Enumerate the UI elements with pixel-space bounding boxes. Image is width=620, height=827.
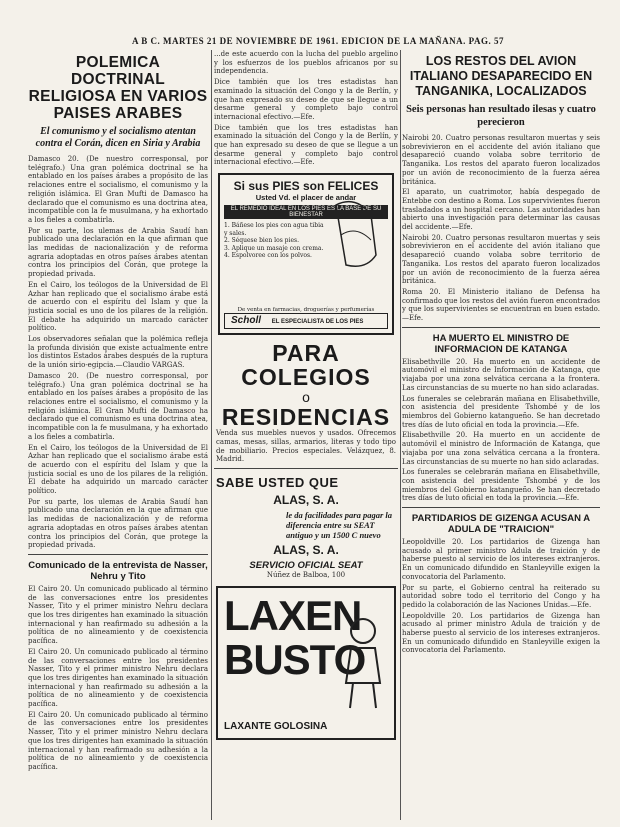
article-paragraph: Nairobi 20. Cuatro personas resultaron muertas y seis sobrevivieron en el accidente del avión italiano que desapareció cuando volaba sobre territorio de Tanganika. Los restos del aparato fueron localizados por un avión de reconocimiento de la fuerza aérea británica. [402, 233, 600, 286]
article-paragraph: En el Cairo, los teólogos de la Universidad de El Azhar han replicado que el socialismo árabe está de acuerdo con el espíritu del Islam y que la justicia social es uno de los pilares de la religión. El debate ha adquirido un marcado carácter político. [28, 280, 208, 333]
column-middle [214, 50, 398, 820]
divider [402, 507, 600, 508]
article-paragraph: Damasco 20. (De nuestro corresponsal, por telégrafo.) Una gran polémica doctrinal se ha entablado en los países árabes a propósito de las relaciones entre el socialismo, el comunismo y la religión islámica. El Gran Mufti de Damasco ha declarado que el comunismo es una doctrina atea, incompatible con la fe musulmana, y ha exhortado a los fieles a combatirla. [28, 155, 208, 224]
ad-colegios-text: Venda sus muebles nuevos y usados. Ofrecemos camas, mesas, sillas, armarios, literas y todo tipo de mobiliario. Precios especiales. Velázquez, 8. Madrid. [216, 429, 396, 464]
article-paragraph: Los funerales se celebrarán mañana en Elisabethville, con asistencia del presidente Tshombé y de los miembros del Gobierno katangueño. Se han decretado tres días de luto oficial en toda la provincia.—Efe. [402, 394, 600, 429]
article-paragraph: Los observadores señalan que la polémica refleja la profunda división que existe actualmente entre los distintos Estados árabes después de la ruptura de la unión sirio-egipcia.—Claudio VARGAS. [28, 335, 208, 370]
article-paragraph: Por su parte, el Gobierno central ha reiterado su autoridad sobre todo el territorio del Congo y ha pedido la colaboración de las Naciones Unidas.—Efe. [402, 583, 600, 609]
ad-laxen-line1: LAXEN [224, 591, 362, 639]
article-paragraph: Por su parte, los ulemas de Arabia Saudí han publicado una declaración en la que afirman que las medidas de nacionalización y de reforma agraria adoptadas en otros países árabes atentan contra los principios del Corán, que protege la propiedad privada. [28, 497, 208, 550]
ad-seat-company2: ALAS, S. A. [273, 542, 339, 557]
ad-pies-brand [224, 313, 388, 329]
article-paragraph: Elisabethville 20. Ha muerto en un accidente de automóvil el ministro de Información de Katanga, que viajaba por una zona selvática cercana a la frontera. Las circunstancias de su muerte no han sido aclaradas. [402, 357, 600, 392]
article-paragraph: Dice también que los tres estadistas han examinado la situación del Congo y la de Berlín, y que han expresado su deseo de que se llegue a un desarme general y completo bajo control internacional efectivo.—Efe. [214, 123, 398, 167]
child-figure-icon [338, 613, 388, 713]
headline-katanga: HA MUERTO EL MINISTRO DE INFORMACION DE KATANGA [432, 332, 570, 355]
ad-colegios-line1: PARA COLEGIOS [241, 340, 371, 391]
ad-colegios [216, 341, 396, 464]
ad-seat-offer: le da facilidades para pagar la diferencia entre su SEAT antiguo y un 1500 C nuevo [286, 509, 393, 540]
column-rule [211, 50, 212, 820]
subhead-polemica: El comunismo y el socialismo atentan contra el Corán, dicen en Siria y Arabia [35, 126, 201, 149]
article-paragraph: Por su parte, los ulemas de Arabia Saudí han publicado una declaración en la que afirman que las medidas de nacionalización y de reforma agraria adoptadas en otros países árabes atentan contra los principios del Corán, que protege la propiedad privada. [28, 226, 208, 279]
divider [214, 468, 398, 469]
article-paragraph: Dice también que los tres estadistas han examinado la situación del Congo y la de Berlín, y que han expresado su deseo de que se llegue a un desarme general y completo bajo control internacional efectivo.—Efe. [214, 78, 398, 121]
ad-pies-step: 2. Séquese bien los pies. [224, 237, 299, 245]
article-paragraph-roma: Roma 20. El Ministerio italiano de Defensa ha confirmado que los restos del avión fueron encontrados y que los supervivientes se encuentran en buen estado.—Efe. [402, 287, 600, 323]
article-paragraph: ...de este acuerdo con la lucha del pueblo argelino y los esfuerzos de los pueblos africanos por su independencia. [214, 50, 398, 76]
column-rule [400, 50, 401, 820]
ad-pies-title: Si sus PIES son FELICES [233, 179, 379, 194]
column-left [28, 50, 208, 820]
article-paragraph: El Cairo 20. Un comunicado publicado al término de las conversaciones entre los presidentes Nasser, Tito y el primer ministro Nehru declara que los tres dirigentes han examinado la situación internacional y han reafirmado su adhesión a la política de no alineamiento y de coexistencia pacífica. [28, 584, 208, 646]
article-paragraph: Elisabethville 20. Ha muerto en un accidente de automóvil el ministro de Información de Katanga, que viajaba por una zona selvática cercana a la frontera. Las circunstancias de su muerte no han sido aclaradas. [402, 431, 600, 466]
article-paragraph: Los funerales se celebrarán mañana en Elisabethville, con asistencia del presidente Tshombé y de los miembros del Gobierno katangueño. Se han decretado tres días de luto oficial en toda la provincia.—Efe. [402, 468, 600, 503]
ad-pies-brand-name: Scholl [231, 315, 262, 327]
ad-pies-steps [224, 222, 324, 260]
article-paragraph: El Cairo 20. Un comunicado publicado al término de las conversaciones entre los presidentes Nasser, Tito y el primer ministro Nehru declara que los tres dirigentes han examinado la situación internacional y han reafirmado su adhesión a la política de no alineamiento y de coexistencia pacífica. [28, 710, 208, 771]
ad-pies-step: 3. Aplique un masaje con crema. [224, 244, 324, 252]
foot-illustration-icon [326, 195, 386, 275]
ad-seat-company: ALAS, S. A. [273, 492, 339, 507]
ad-seat [216, 475, 396, 580]
ad-colegios-line2: o [302, 389, 310, 406]
page-header: A B C. MARTES 21 DE NOVIEMBRE DE 1961. EDICION DE LA MAÑANA. PAG. 57 [131, 36, 505, 46]
subhead-avion: Seis personas han resultado ilesas y cuatro perecieron [406, 104, 596, 128]
column-right [402, 50, 600, 820]
headline-polemica: POLEMICA DOCTRINAL RELIGIOSA EN VARIOS PAISES ARABES [28, 54, 208, 122]
ad-pies-brand-note: EL ESPECIALISTA DE LOS PIES [271, 319, 364, 326]
ad-laxen-tagline: LAXANTE GOLOSINA [224, 720, 328, 732]
ad-pies-subtitle: Usted Vd. el placer de andar [255, 193, 357, 203]
headline-gizenga: PARTIDARIOS DE GIZENGA ACUSAN A ADULA DE "TRAICION" [411, 513, 591, 536]
divider [402, 327, 600, 328]
headline-nasser: Comunicado de la entrevista de Nasser, Nehru y Tito [28, 559, 208, 582]
ad-pies-felices [218, 173, 394, 335]
headline-avion: LOS RESTOS DEL AVION ITALIANO DESAPARECIDO EN TANGANIKA, LOCALIZADOS [409, 54, 593, 98]
ad-seat-service: SERVICIO OFICIAL SEAT [249, 559, 363, 571]
ad-seat-address: Núñez de Balboa, 100 [266, 570, 346, 579]
ad-pies-footer: De venta en farmacias, droguerías y perfumerías [237, 307, 375, 314]
ad-seat-question: SABE USTED QUE [216, 474, 339, 490]
ad-pies-step: 1. Báñese los pies con agua tibia y sales. [224, 222, 324, 237]
divider [28, 554, 208, 555]
article-paragraph: Leopoldville 20. Los partidarios de Gizenga han acusado al primer ministro Adula de traición y de haberse puesto al servicio de los intereses extranjeros. En un comunicado difundido en Stanleyville exigen la convocatoria del Parlamento. [402, 611, 600, 655]
article-paragraph: Damasco 20. (De nuestro corresponsal, por telégrafo.) Una gran polémica doctrinal se ha entablado en los países árabes a propósito de las relaciones entre el socialismo, el comunismo y la religión islámica. El Gran Mufti de Damasco ha declarado que el comunismo es una doctrina atea, incompatible con la fe musulmana, y ha exhortado a los fieles a combatirla. [28, 371, 208, 441]
article-paragraph: Leopoldville 20. Los partidarios de Gizenga han acusado al primer ministro Adula de traición y de haberse puesto al servicio de los intereses extranjeros. En un comunicado difundido en Stanleyville exigen la convocatoria del Parlamento. [402, 538, 600, 581]
ad-laxen-busto [216, 586, 396, 740]
article-paragraph: Nairobi 20. Cuatro personas resultaron muertas y seis sobrevivieron en el accidente del avión italiano que desapareció cuando volaba sobre territorio de Tanganika. Los restos del aparato fueron localizados por un avión de reconocimiento de la fuerza aérea británica. [402, 134, 600, 186]
article-paragraph: El aparato, un cuatrimotor, había despegado de Entebbe con destino a Roma. Los supervivientes fueron trasladados a un hospital cercano. Las autoridades han abierto una investigación para determinar las causas del accidente.—Efe. [402, 188, 600, 232]
ad-laxen-line2: BUSTO [224, 635, 366, 683]
ad-colegios-line3: RESIDENCIAS [221, 404, 391, 431]
ad-pies-bar: EL REMEDIO IDEAL EN LOS PIES ES LA BASE DE SU BIENESTAR [224, 205, 388, 219]
article-paragraph: El Cairo 20. Un comunicado publicado al término de las conversaciones entre los presidentes Nasser, Tito y el primer ministro Nehru declara que los tres dirigentes han examinado la situación internacional y han reafirmado su adhesión a la política de no alineamiento y de coexistencia pacífica. [28, 647, 208, 709]
ad-pies-step: 4. Espolvoree con los polvos. [224, 252, 312, 260]
article-paragraph: En el Cairo, los teólogos de la Universidad de El Azhar han replicado que el socialismo árabe está de acuerdo con el espíritu del Islam y que la justicia social es uno de los pilares de la religión. El debate ha adquirido un marcado carácter político. [28, 443, 208, 496]
